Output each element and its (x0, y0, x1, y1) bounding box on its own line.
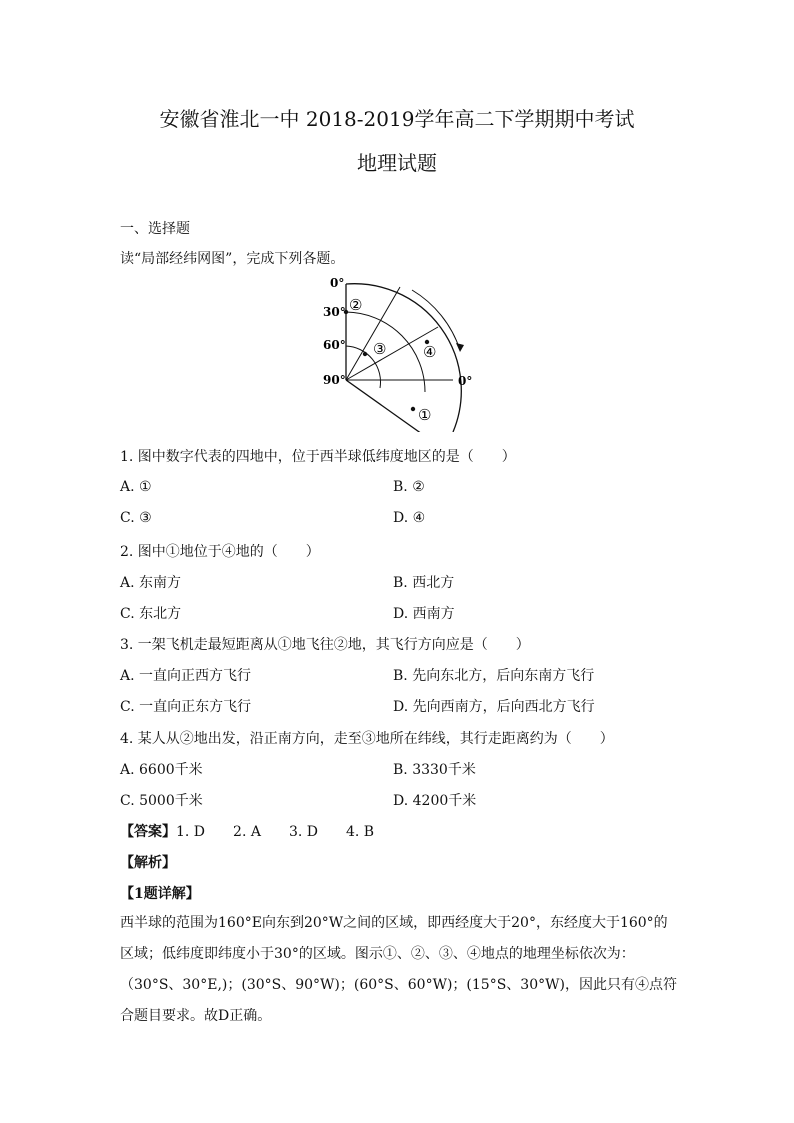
q3-option-d: D. 先向西南方，后向西北方飞行 (393, 699, 595, 715)
lat-label-0: 0° (330, 276, 345, 290)
answer-line (120, 821, 374, 841)
lat-label-60: 60° (323, 338, 346, 352)
q2-option-d: D. 西南方 (393, 606, 455, 622)
q4-option-d: D. 4200千米 (393, 793, 477, 809)
point-1-dot (411, 407, 415, 411)
intro-text: 读“局部经纬网图”，完成下列各题。 (120, 251, 345, 267)
page-subtitle: 地理试题 (357, 151, 437, 175)
point-2-label: ② (349, 296, 363, 314)
lon-label-0: 0° (458, 374, 473, 388)
question-2-stem: 2. 图中①地位于④地的（ ） (120, 544, 320, 560)
page-title: 安徽省淮北一中 2018-2019学年高二下学期期中考试 (159, 107, 635, 131)
point-4-label: ④ (423, 343, 437, 361)
rotation-arrow (412, 290, 460, 350)
q3-option-b: B. 先向东北方，后向东南方飞行 (393, 668, 595, 684)
graticule-figure (300, 272, 490, 432)
point-1-label: ① (418, 406, 432, 424)
outer-arc (346, 284, 461, 432)
arrow-head (456, 343, 464, 352)
q2-option-a: A. 东南方 (120, 575, 182, 591)
q1-option-d: D. ④ (393, 510, 426, 526)
q3-option-a: A. 一直向正西方飞行 (120, 668, 252, 684)
q4-option-c: C. 5000千米 (120, 793, 203, 809)
lat-label-90: 90° (323, 373, 346, 387)
section-heading: 一、选择题 (120, 221, 190, 237)
question-1-stem: 1. 图中数字代表的四地中，位于西半球低纬度地区的是（ ） (120, 449, 516, 465)
lower-boundary (346, 380, 422, 432)
point-3-label: ③ (373, 340, 387, 358)
q4-option-b: B. 3330千米 (393, 762, 476, 778)
lat-label-30: 30° (323, 305, 346, 319)
answer-label: 【答案】 (120, 824, 176, 840)
detail-label: 【1题详解】 (120, 886, 200, 902)
point-3-dot (363, 352, 367, 356)
question-4-stem: 4. 某人从②地出发，沿正南方向，走至③地所在纬线，其行走距离约为（ ） (120, 731, 614, 747)
q1-option-b: B. ② (393, 479, 425, 495)
q1-option-c: C. ③ (120, 510, 152, 526)
question-3-stem: 3. 一架飞机走最短距离从①地飞往②地，其飞行方向应是（ ） (120, 637, 530, 653)
q1-option-a: A. ① (120, 479, 152, 495)
q3-option-c: C. 一直向正东方飞行 (120, 699, 252, 715)
analysis-label: 【解析】 (120, 855, 176, 871)
q4-option-a: A. 6600千米 (120, 762, 203, 778)
q2-option-c: C. 东北方 (120, 606, 182, 622)
detail-text: 西半球的范围为160°E向东到20°W之间的区域，即西经度大于20°，东经度大于160°的区域；低纬度即纬度小于30°的区域。图示①、②、③、④地点的地理坐标依次为：（30°S、30°E,)；(30°S、90°W)；(60°S、60°W)；(15°S、30°W)，因此只有④点符合题目要求。故D正确。 (120, 915, 677, 1024)
answer-text: 1. D 2. A 3. D 4. B (176, 824, 375, 840)
q2-option-b: B. 西北方 (393, 575, 455, 591)
